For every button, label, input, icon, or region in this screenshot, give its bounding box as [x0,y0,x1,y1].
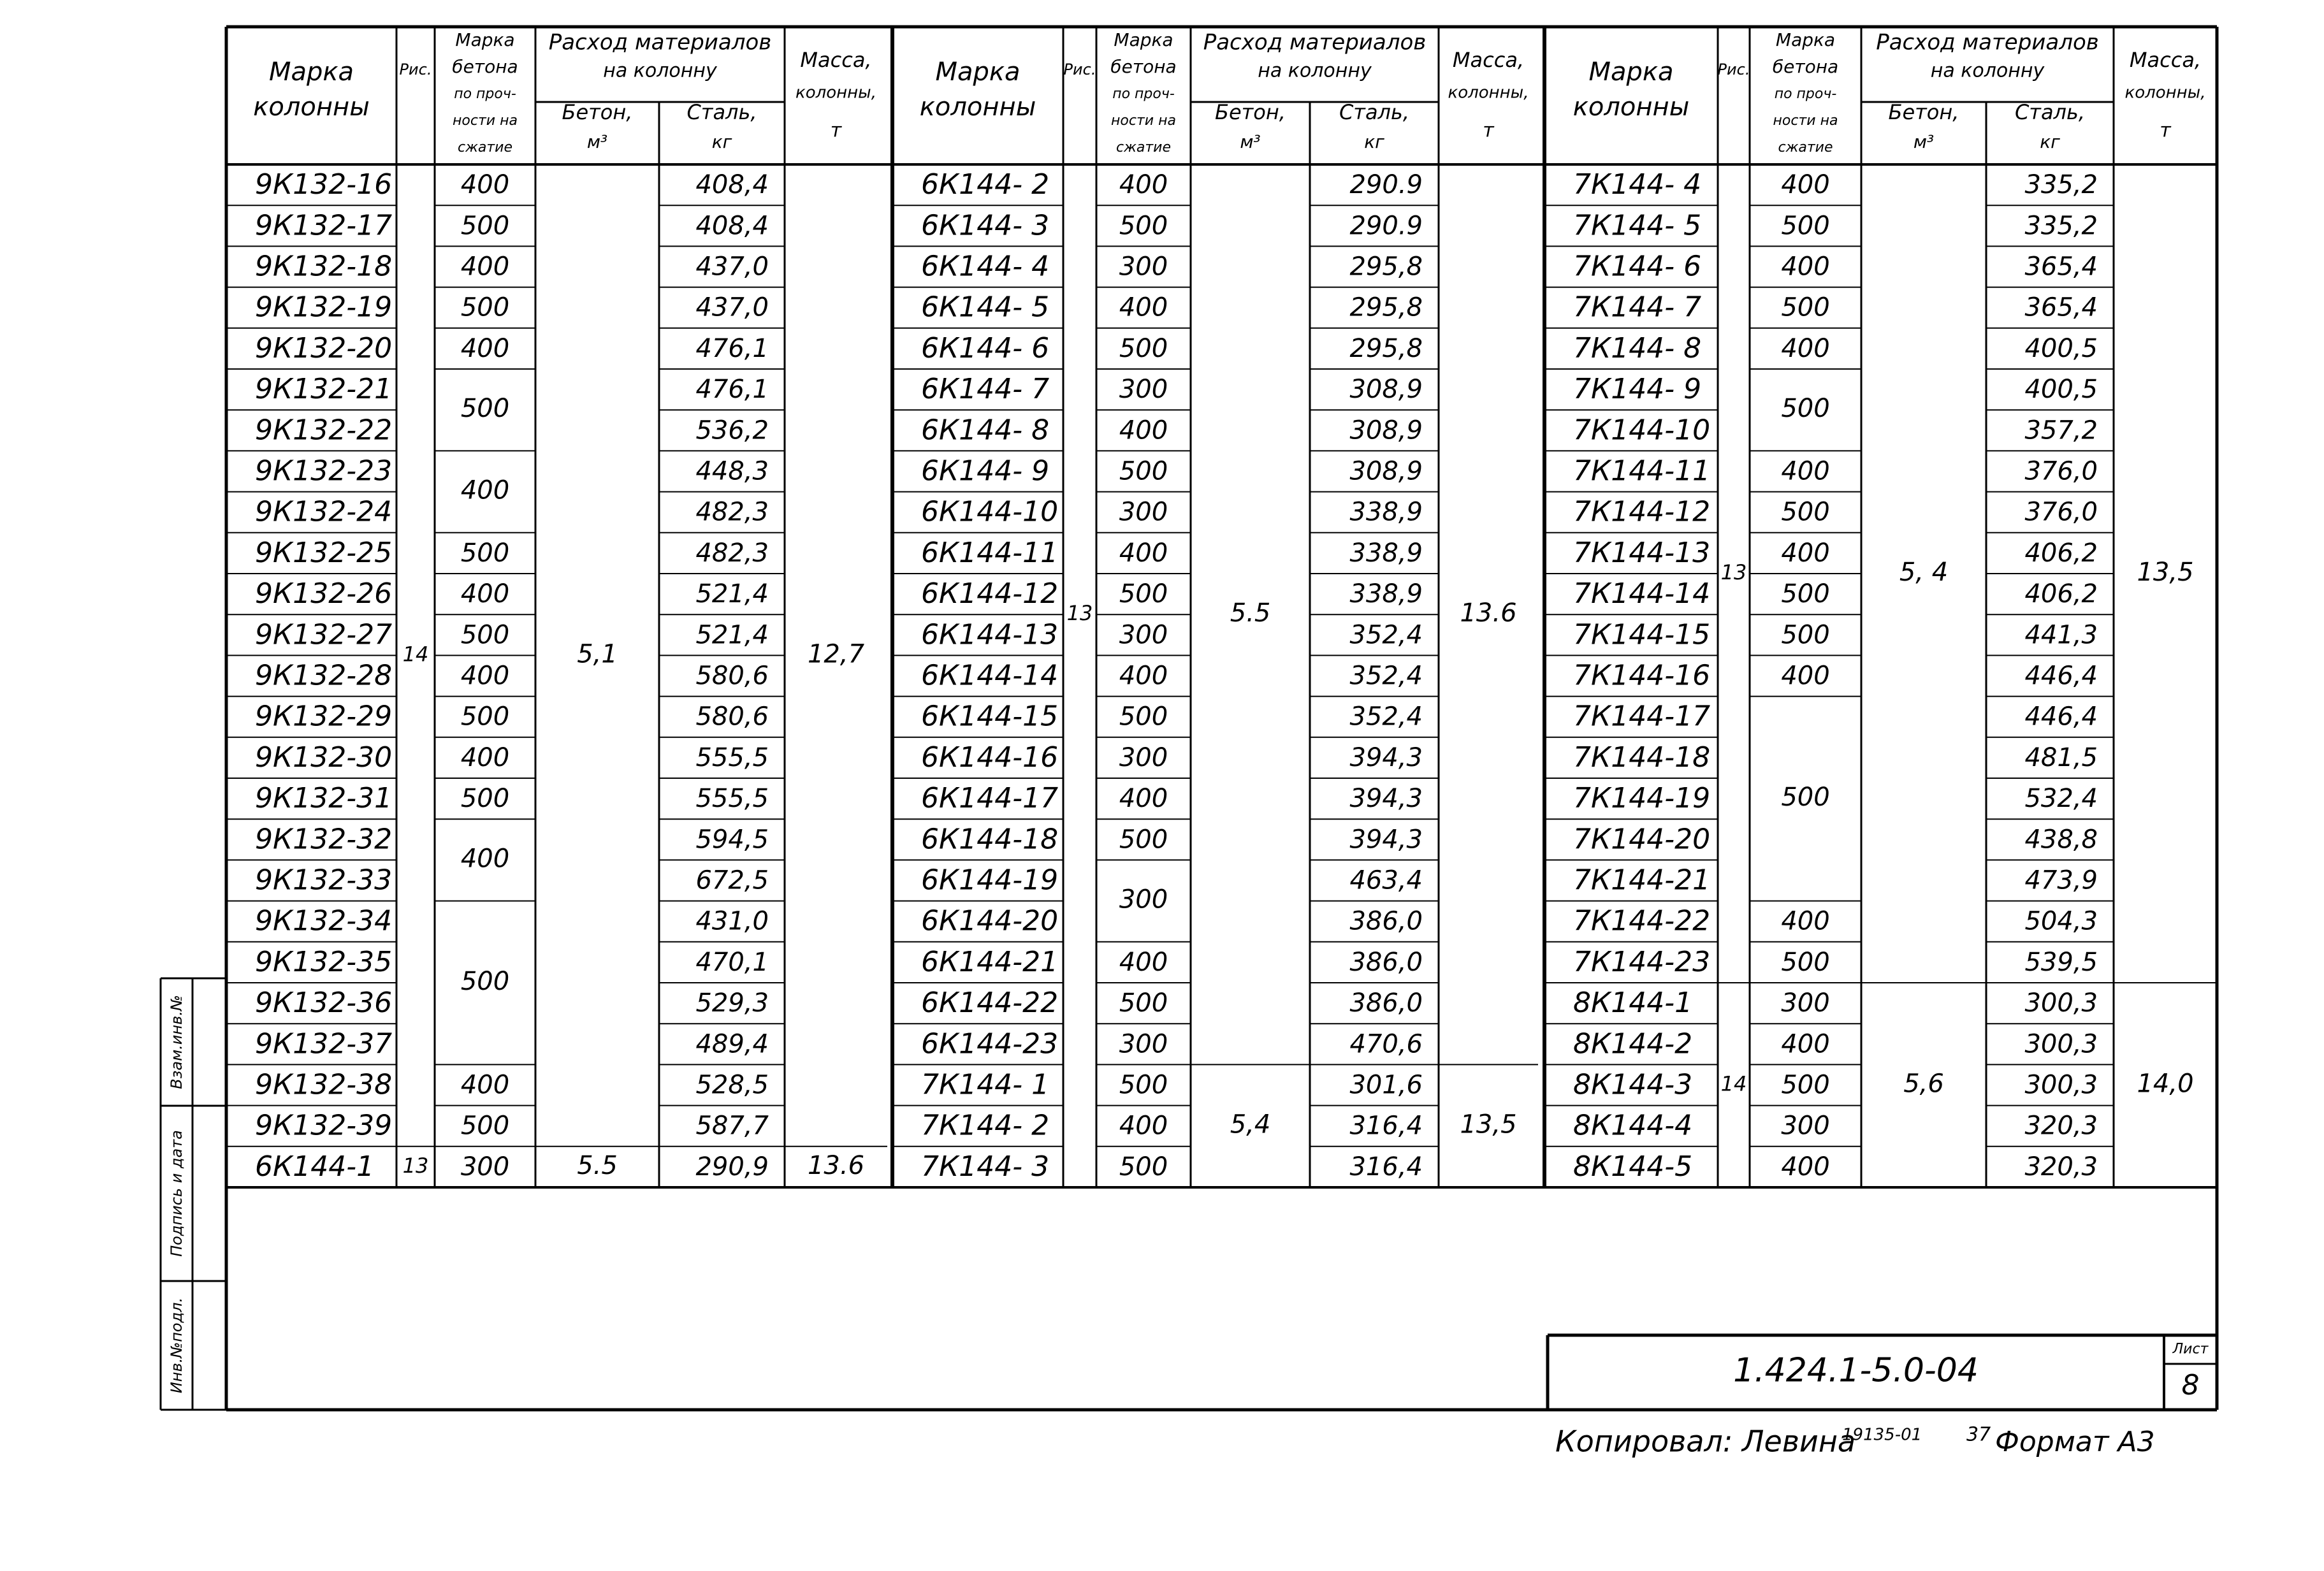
column-mark: 7К144- 6 [1573,250,1702,283]
concrete-grade: 400 [1781,170,1830,200]
steel-kg: 470,1 [695,947,769,977]
steel-kg: 437,0 [695,252,769,282]
column-mark: 9К132-28 [255,659,393,692]
concrete-grade: 400 [1781,1029,1830,1059]
steel-kg: 587,7 [695,1111,769,1141]
steel-kg: 504,3 [2024,906,2098,936]
concrete-grade: 300 [460,1152,510,1182]
concrete-volume: 5, 4 [1899,558,1949,587]
concrete-grade: 300 [1119,252,1168,282]
col-header-marka: Марка [935,57,1020,87]
concrete-grade: 400 [1119,661,1168,691]
steel-kg: 521,4 [695,620,769,650]
concrete-grade: 300 [1119,742,1168,772]
concrete-grade: 300 [1119,620,1168,650]
column-mark: 9К132-30 [255,741,393,774]
copied-by: Копировал: Левина [1555,1424,1856,1459]
column-mark: 7К144-22 [1573,904,1711,938]
col-header-ris: Рис. [399,61,432,78]
concrete-grade: 500 [1781,394,1830,424]
side-stamp-label: Взам.инв.№ [168,995,185,1089]
col-header-beton-grade: по проч- [454,86,516,102]
column-mark: 7К144-23 [1573,945,1711,978]
concrete-grade: 400 [460,170,510,200]
column-mark: 9К132-22 [255,414,393,447]
column-mark: 9К132-20 [255,331,393,365]
col-header-beton-grade: бетона [1110,56,1177,77]
col-header-marka: Марка [268,57,354,87]
steel-kg: 386,0 [1349,988,1423,1018]
column-mark: 9К132-27 [255,618,393,651]
steel-kg: 301,6 [1349,1070,1423,1100]
steel-kg: 394,3 [1349,784,1423,814]
steel-kg: 308,9 [1349,456,1423,486]
col-header-volume: Бетон, [1215,100,1286,124]
col-header-beton-grade: сжатие [1778,140,1833,156]
column-mark: 7К144-18 [1573,741,1711,774]
concrete-volume: 5,1 [577,639,618,669]
concrete-grade: 400 [1119,416,1168,445]
col-header-marka: колонны [919,92,1036,122]
concrete-grade: 500 [460,1111,510,1141]
steel-kg: 539,5 [2024,947,2098,977]
concrete-grade: 300 [1781,1111,1830,1141]
col-header-beton-grade: ности на [453,113,518,129]
steel-kg: 463,4 [1349,865,1423,895]
concrete-grade: 500 [1119,702,1168,732]
steel-kg: 594,5 [695,825,769,855]
steel-kg: 446,4 [2024,702,2098,732]
concrete-grade: 500 [1781,497,1830,527]
concrete-grade: 500 [1781,783,1830,813]
column-mark: 6К144- 8 [921,414,1050,447]
column-mark: 9К132-16 [255,168,393,201]
figure-number: 13 [402,1153,429,1178]
column-mark: 6К144-10 [921,495,1059,528]
column-mark: 6К144- 7 [921,373,1050,406]
column-mark: 7К144-12 [1573,495,1711,528]
steel-kg: 400,5 [2024,375,2098,405]
column-mark: 7К144-17 [1573,700,1711,733]
column-mark: 6К144- 2 [921,168,1050,201]
steel-kg: 338,9 [1349,538,1423,568]
concrete-grade: 400 [460,844,510,874]
concrete-grade: 400 [460,333,510,363]
col-header-rashod: на колонну [603,59,717,82]
steel-kg: 438,8 [2024,825,2098,855]
concrete-grade: 400 [1119,170,1168,200]
concrete-grade: 400 [460,475,510,505]
column-mass: 12,7 [807,639,865,669]
column-mass: 14,0 [2137,1069,2194,1099]
col-header-beton-grade: Марка [1775,29,1836,50]
steel-kg: 352,4 [1349,702,1423,732]
column-mark: 6К144-11 [921,536,1059,569]
column-mark: 9К132-32 [255,823,393,856]
concrete-grade: 300 [1119,1029,1168,1059]
steel-kg: 335,2 [2024,170,2098,200]
steel-kg: 386,0 [1349,906,1423,936]
concrete-grade: 300 [1781,988,1830,1018]
steel-kg: 290,9 [695,1152,769,1182]
steel-kg: 352,4 [1349,661,1423,691]
col-header-beton-grade: по проч- [1774,86,1837,102]
column-mark: 9К132-36 [255,987,393,1020]
col-header-rashod: Расход материалов [1203,29,1427,55]
column-mark: 6К144- 4 [921,250,1050,283]
col-header-beton-grade: ности на [1111,113,1176,129]
column-mark: 6К144- 6 [921,331,1050,365]
col-header-ris: Рис. [1717,61,1750,78]
concrete-grade: 500 [460,394,510,424]
col-header-volume: м³ [1913,131,1935,152]
col-header-ris: Рис. [1063,61,1096,78]
concrete-grade: 400 [1781,906,1830,936]
steel-kg: 320,3 [2024,1152,2098,1182]
steel-kg: 300,3 [2024,1029,2098,1059]
steel-kg: 290.9 [1349,170,1423,200]
steel-kg: 394,3 [1349,742,1423,772]
column-mark: 6К144- 5 [921,291,1050,324]
col-header-beton-grade: ности на [1773,113,1838,129]
column-mark: 8К144-2 [1573,1027,1693,1061]
column-mark: 9К132-26 [255,577,393,611]
steel-kg: 406,2 [2024,579,2098,609]
steel-kg: 580,6 [695,702,769,732]
side-stamp-label: Подпись и дата [168,1130,185,1257]
steel-kg: 308,9 [1349,375,1423,405]
document-code: 1.424.1-5.0-04 [1733,1351,1979,1390]
col-header-marka: колонны [1572,92,1690,122]
col-header-mass: т [830,119,842,142]
steel-kg: 529,3 [695,988,769,1018]
concrete-grade: 500 [1781,293,1830,322]
steel-kg: 400,5 [2024,333,2098,363]
col-header-steel: Сталь, [2014,100,2086,124]
column-mass: 13,5 [2137,558,2194,587]
concrete-grade: 500 [1119,579,1168,609]
figure-number: 13 [1720,560,1747,584]
column-mark: 9К132-18 [255,250,393,283]
concrete-grade: 500 [1781,211,1830,241]
concrete-grade: 500 [460,620,510,650]
concrete-grade: 400 [1119,1111,1168,1141]
column-mark: 7К144- 8 [1573,331,1702,365]
column-mark: 7К144- 9 [1573,373,1702,406]
col-header-volume: м³ [1240,131,1261,152]
concrete-grade: 400 [1781,538,1830,568]
steel-kg: 482,3 [695,497,769,527]
column-mark: 6К144-12 [921,577,1059,611]
col-header-volume: Бетон, [562,100,633,124]
steel-kg: 555,5 [695,742,769,772]
column-mark: 9К132-23 [255,454,393,488]
steel-kg: 338,9 [1349,497,1423,527]
steel-kg: 437,0 [695,293,769,322]
col-header-mass: колонны, [1448,83,1529,103]
concrete-grade: 400 [460,252,510,282]
concrete-grade: 500 [1119,211,1168,241]
column-mark: 9К132-38 [255,1068,393,1101]
column-mark: 6К144-18 [921,823,1059,856]
concrete-grade: 400 [1119,293,1168,322]
column-mark: 6К144-16 [921,741,1059,774]
steel-kg: 476,1 [695,333,769,363]
steel-kg: 473,9 [2024,865,2098,895]
column-mark: 9К132-17 [255,209,393,242]
column-mark: 9К132-21 [255,373,393,406]
column-mass: 13.6 [1460,598,1517,628]
column-mark: 7К144-13 [1573,536,1711,569]
col-header-mass: колонны, [795,83,876,103]
steel-kg: 376,0 [2024,456,2098,486]
col-header-mass: Масса, [2129,48,2202,72]
col-header-rashod: Расход материалов [1876,29,2099,55]
col-header-beton-grade: сжатие [457,140,513,156]
col-header-mass: Масса, [1452,48,1525,72]
col-header-mass: т [1483,119,1494,142]
column-mark: 6К144-20 [921,904,1059,938]
concrete-grade: 500 [460,211,510,241]
column-mark: 7К144- 4 [1573,168,1702,201]
concrete-grade: 400 [460,1070,510,1100]
steel-kg: 446,4 [2024,661,2098,691]
column-mark: 6К144- 3 [921,209,1050,242]
column-mark: 9К132-29 [255,700,393,733]
concrete-grade: 500 [460,784,510,814]
col-header-beton-grade: Марка [455,29,515,50]
figure-number: 13 [1066,601,1093,626]
column-mark: 7К144-11 [1573,454,1711,488]
steel-kg: 300,3 [2024,1070,2098,1100]
steel-kg: 295,8 [1349,252,1423,282]
concrete-grade: 500 [1781,1070,1830,1100]
concrete-grade: 400 [1781,456,1830,486]
column-mark: 7К144-20 [1573,823,1711,856]
column-mark: 7К144- 3 [921,1150,1050,1183]
column-mark: 6К144-19 [921,864,1059,897]
col-header-beton-grade: по проч- [1112,86,1175,102]
concrete-grade: 500 [460,293,510,322]
column-mark: 9К132-24 [255,495,393,528]
column-mark: 7К144-14 [1573,577,1711,611]
column-mark: 7К144- 2 [921,1109,1050,1142]
col-header-beton-grade: Марка [1114,29,1173,50]
col-header-steel: Сталь, [1339,100,1410,124]
column-mark: 6К144-22 [921,987,1059,1020]
steel-kg: 357,2 [2024,416,2098,445]
steel-kg: 308,9 [1349,416,1423,445]
concrete-grade: 500 [1119,456,1168,486]
concrete-grade: 500 [1119,825,1168,855]
concrete-volume: 5,6 [1903,1069,1944,1099]
concrete-grade: 400 [1781,333,1830,363]
concrete-grade: 400 [460,579,510,609]
col-header-marka: Марка [1588,57,1674,87]
steel-kg: 580,6 [695,661,769,691]
steel-kg: 489,4 [695,1029,769,1059]
col-header-rashod: Расход материалов [548,29,772,55]
col-header-steel: Сталь, [686,100,757,124]
col-header-steel: кг [711,131,732,152]
column-mark: 7К144- 7 [1573,291,1702,324]
sheet-label: Лист [2172,1341,2209,1357]
concrete-volume: 5,4 [1230,1110,1271,1140]
steel-kg: 476,1 [695,375,769,405]
col-header-steel: кг [2040,131,2060,152]
sheet-number: 8 [2181,1369,2200,1401]
concrete-volume: 5.5 [577,1150,618,1180]
concrete-grade: 500 [460,702,510,732]
concrete-grade: 500 [1781,620,1830,650]
concrete-volume: 5.5 [1230,598,1271,628]
column-mark: 9К132-37 [255,1027,393,1061]
col-header-steel: кг [1364,131,1384,152]
column-mark: 7К144-16 [1573,659,1711,692]
steel-kg: 672,5 [695,865,769,895]
steel-kg: 394,3 [1349,825,1423,855]
concrete-grade: 500 [1781,579,1830,609]
steel-kg: 431,0 [695,906,769,936]
side-stamp-label: Инв.№подл. [168,1297,185,1394]
steel-kg: 352,4 [1349,620,1423,650]
steel-kg: 365,4 [2024,293,2098,322]
steel-kg: 555,5 [695,784,769,814]
steel-kg: 470,6 [1349,1029,1423,1059]
figure-number: 14 [402,642,429,667]
steel-kg: 386,0 [1349,947,1423,977]
steel-kg: 338,9 [1349,579,1423,609]
copy-number: 37 [1966,1423,1991,1446]
column-mark: 7К144-10 [1573,414,1711,447]
column-mark: 9К132-35 [255,945,393,978]
steel-kg: 295,8 [1349,293,1423,322]
concrete-grade: 500 [460,538,510,568]
steel-kg: 448,3 [695,456,769,486]
sheet-format: Формат А3 [1995,1426,2155,1458]
col-header-beton-grade: сжатие [1115,140,1172,156]
steel-kg: 320,3 [2024,1111,2098,1141]
column-mark: 9К132-34 [255,904,393,938]
column-mark: 6К144-23 [921,1027,1059,1061]
concrete-grade: 300 [1119,375,1168,405]
figure-number: 14 [1720,1071,1747,1096]
column-mark: 9К132-25 [255,536,393,569]
steel-kg: 365,4 [2024,252,2098,282]
column-mark: 7К144- 1 [921,1068,1050,1101]
column-mark: 9К132-39 [255,1109,393,1142]
column-mark: 9К132-31 [255,782,393,815]
col-header-volume: м³ [586,131,608,152]
concrete-grade: 500 [460,967,510,996]
column-mark: 6К144-1 [255,1150,375,1183]
col-header-rashod: на колонну [1258,59,1372,82]
concrete-grade: 300 [1119,885,1168,915]
steel-kg: 481,5 [2024,742,2098,772]
concrete-grade: 500 [1119,1152,1168,1182]
col-header-mass: т [2160,119,2171,142]
col-header-mass: колонны, [2124,83,2206,103]
steel-kg: 316,4 [1349,1111,1423,1141]
column-mark: 6К144-13 [921,618,1059,651]
column-mass: 13,5 [1460,1110,1517,1140]
concrete-grade: 400 [1119,947,1168,977]
column-mark: 6К144-21 [921,945,1059,978]
concrete-grade: 500 [1119,333,1168,363]
column-mark: 8К144-4 [1573,1109,1693,1142]
column-mark: 7К144-21 [1573,864,1711,897]
column-mark: 8К144-5 [1573,1150,1693,1183]
steel-kg: 300,3 [2024,988,2098,1018]
concrete-grade: 400 [1781,1152,1830,1182]
column-mark: 6К144-14 [921,659,1059,692]
column-mark: 8К144-1 [1573,987,1693,1020]
concrete-grade: 400 [1119,784,1168,814]
concrete-grade: 500 [1781,947,1830,977]
column-mark: 7К144-15 [1573,618,1711,651]
steel-kg: 441,3 [2024,620,2098,650]
steel-kg: 316,4 [1349,1152,1423,1182]
col-header-marka: колонны [253,92,370,122]
steel-kg: 482,3 [695,538,769,568]
column-mark: 6К144-15 [921,700,1059,733]
col-header-rashod: на колонну [1930,59,2045,82]
concrete-grade: 400 [1781,252,1830,282]
column-mark: 7К144-19 [1573,782,1711,815]
steel-kg: 376,0 [2024,497,2098,527]
column-mark: 6К144-17 [921,782,1059,815]
steel-kg: 521,4 [695,579,769,609]
steel-kg: 408,4 [695,170,769,200]
column-mark: 7К144- 5 [1573,209,1702,242]
steel-kg: 408,4 [695,211,769,241]
column-mass: 13.6 [807,1150,865,1180]
steel-kg: 406,2 [2024,538,2098,568]
concrete-grade: 500 [1119,988,1168,1018]
steel-kg: 536,2 [695,416,769,445]
steel-kg: 532,4 [2024,784,2098,814]
steel-kg: 295,8 [1349,333,1423,363]
concrete-grade: 400 [460,742,510,772]
concrete-grade: 400 [1781,661,1830,691]
concrete-grade: 300 [1119,497,1168,527]
steel-kg: 528,5 [695,1070,769,1100]
concrete-grade: 400 [1119,538,1168,568]
steel-kg: 335,2 [2024,211,2098,241]
column-mark: 9К132-33 [255,864,393,897]
concrete-grade: 500 [1119,1070,1168,1100]
col-header-beton-grade: бетона [1772,56,1839,77]
column-mark: 9К132-19 [255,291,393,324]
steel-kg: 290.9 [1349,211,1423,241]
concrete-grade: 400 [460,661,510,691]
column-mark: 8К144-3 [1573,1068,1693,1101]
col-header-volume: Бетон, [1888,100,1959,124]
col-header-beton-grade: бетона [452,56,518,77]
table-text [253,29,2205,1183]
column-mark: 6К144- 9 [921,454,1050,488]
order-number: 19135-01 [1842,1425,1922,1445]
col-header-mass: Масса, [800,48,872,72]
